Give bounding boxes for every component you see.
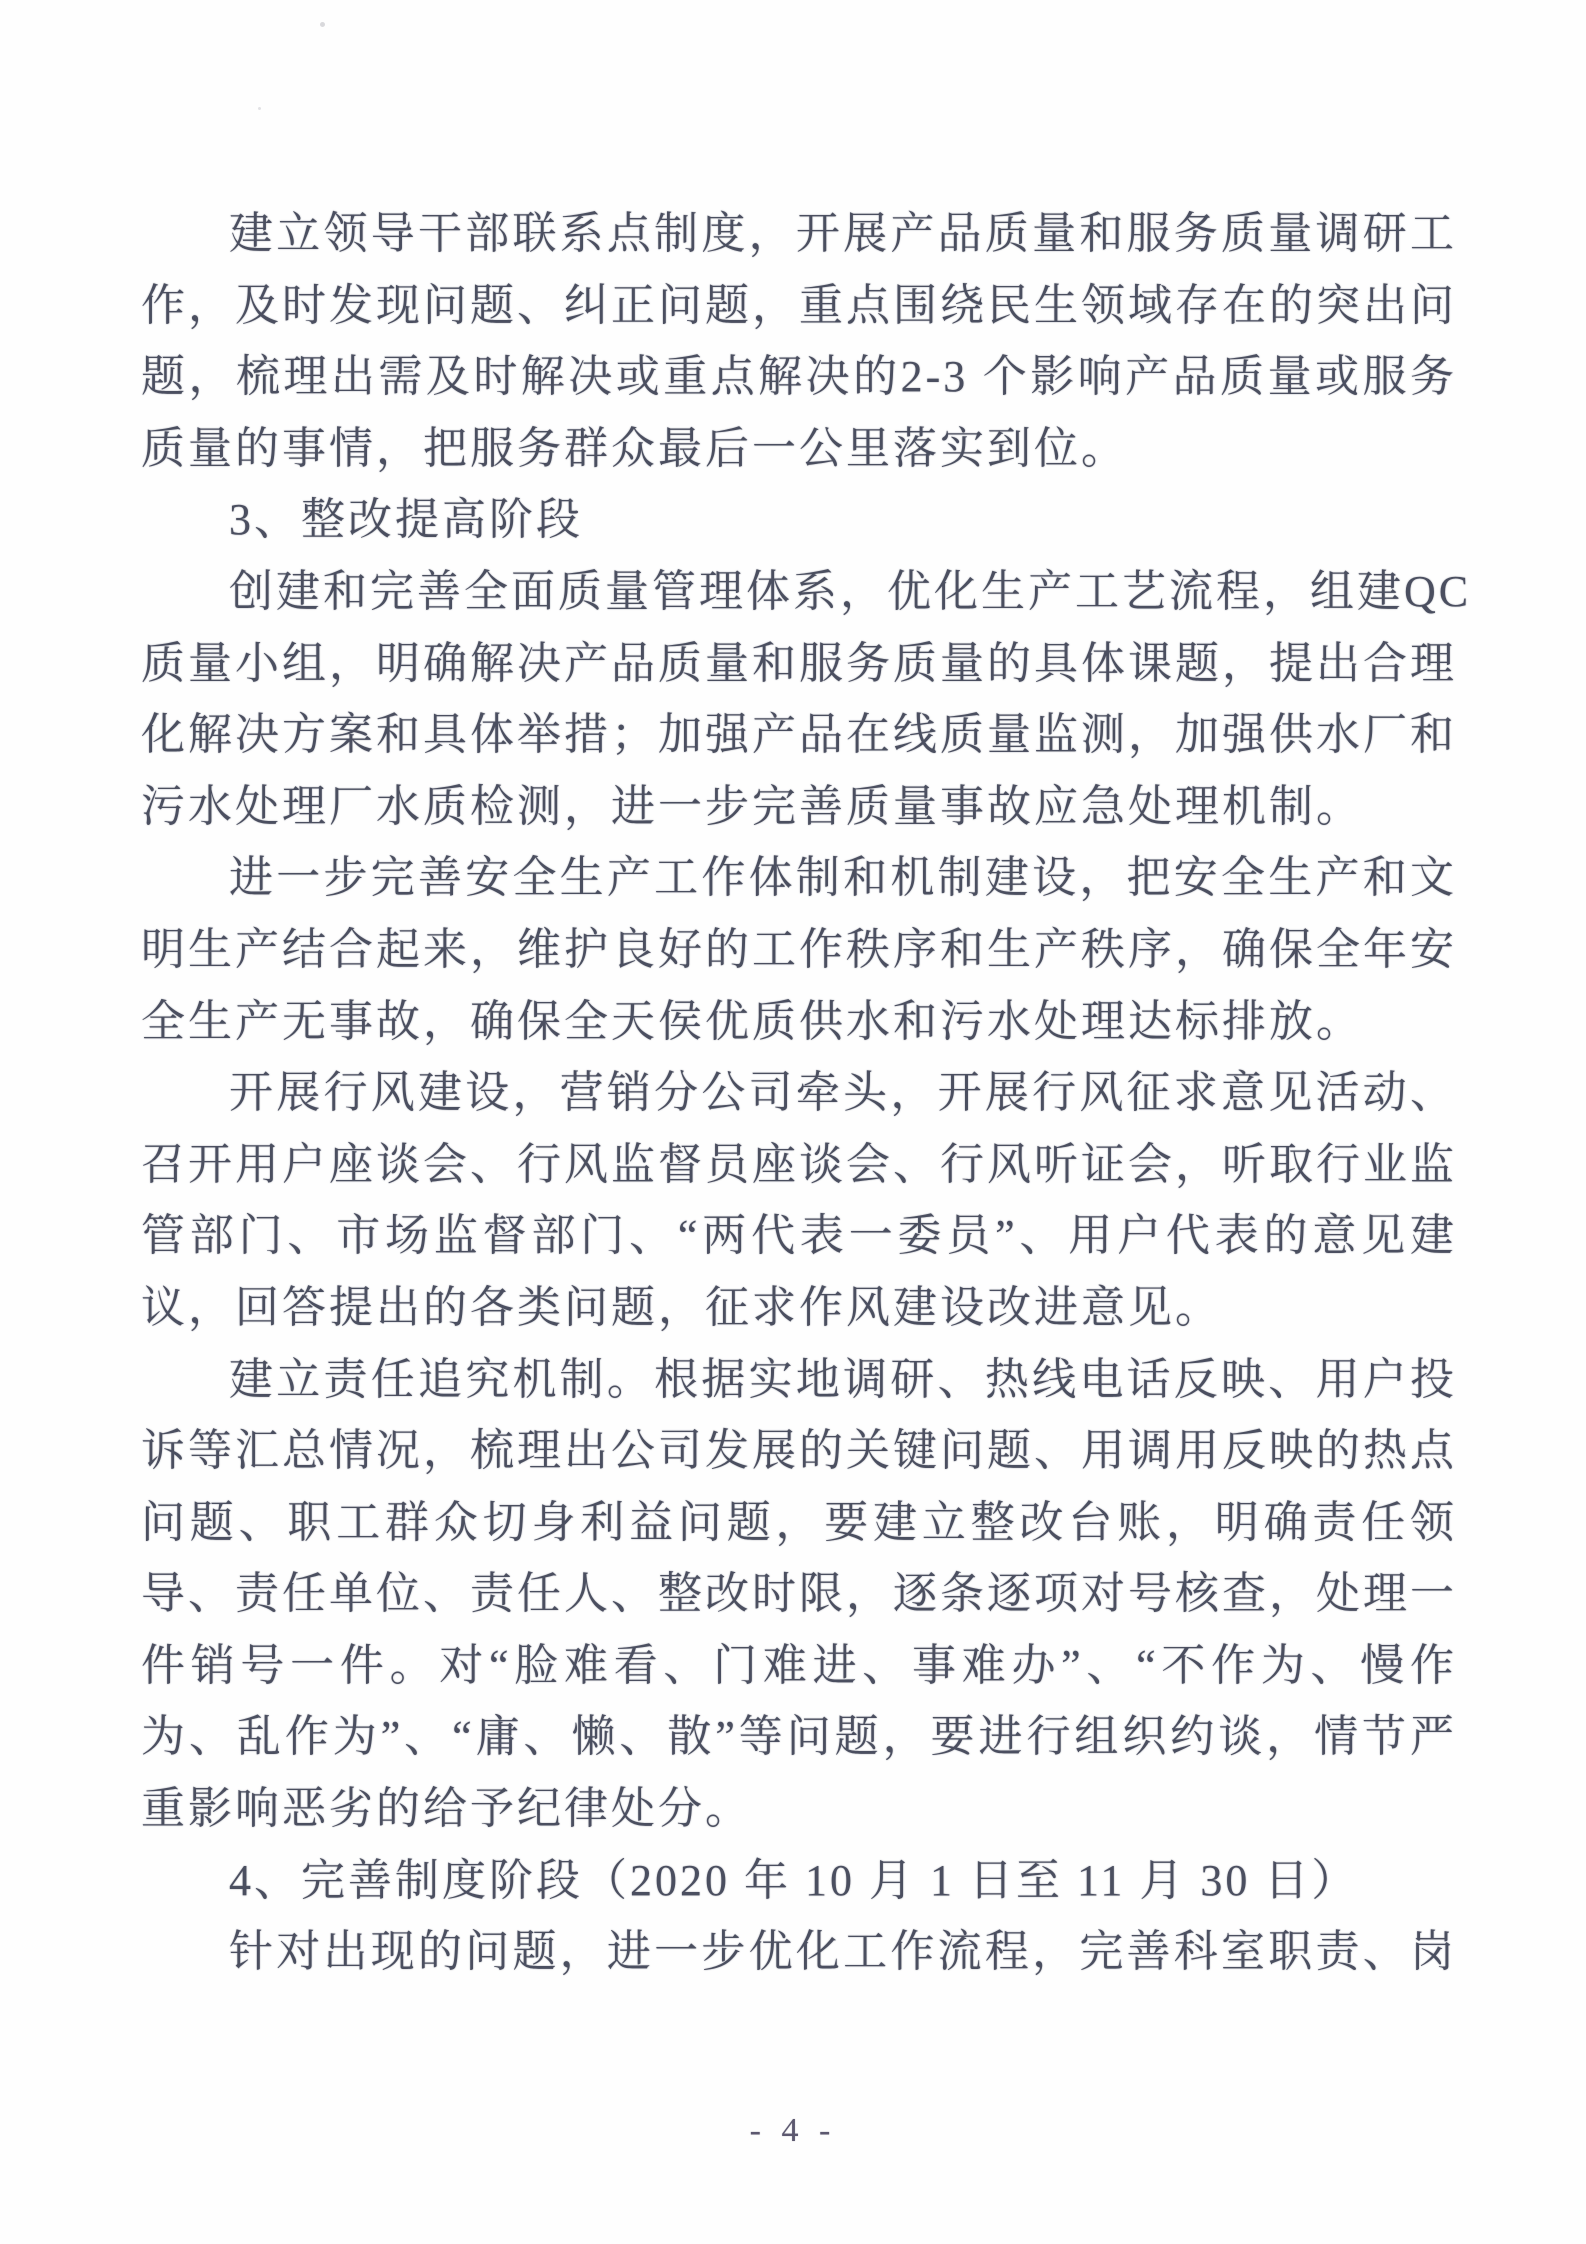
text-line: 建立领导干部联系点制度，开展产品质量和服务质量调研工	[229, 209, 1457, 258]
text-line: 化解决方案和具体举措；加强产品在线质量监测，加强供水厂和	[141, 710, 1457, 760]
text-line: 问题、职工群众切身利益问题，要建立整改台账，明确责任领	[141, 1497, 1457, 1547]
text-line: 管部门、市场监督部门、“两代表一委员”、用户代表的意见建	[141, 1211, 1457, 1261]
section-heading: 4、完善制度阶段（2020 年 10 月 1 日至 11 月 30 日）	[229, 1855, 1359, 1905]
text-line: 重影响恶劣的给予纪律处分。	[141, 1784, 752, 1834]
text-line: 进一步完善安全生产工作体制和机制建设，把安全生产和文	[229, 853, 1457, 903]
section-heading: 3、整改提高阶段	[229, 495, 583, 545]
text-line: 质量的事情，把服务群众最后一公里落实到位。	[141, 423, 1128, 473]
text-line: 召开用户座谈会、行风监督员座谈会、行风听证会，听取行业监	[141, 1139, 1457, 1189]
text-line: 为、乱作为”、“庸、懒、散”等问题，要进行组织约谈，情节严	[141, 1712, 1457, 1762]
text-line: 针对出现的问题，进一步优化工作流程，完善科室职责、岗	[229, 1927, 1457, 1977]
document-body	[141, 198, 1472, 1988]
text-line: 污水处理厂水质检测，进一步完善质量事故应急处理机制。	[141, 781, 1363, 831]
text-line: 题，梳理出需及时解决或重点解决的2-3 个影响产品质量或服务	[141, 352, 1457, 402]
text-line: 导、责任单位、责任人、整改时限，逐条逐项对号核查，处理一	[141, 1569, 1457, 1619]
text-line: 明生产结合起来，维护良好的工作秩序和生产秩序，确保全年安	[141, 924, 1457, 974]
text-line: 诉等汇总情况，梳理出公司发展的关键问题、用调用反映的热点	[141, 1426, 1457, 1476]
text-line: 件销号一件。对“脸难看、门难进、事难办”、“不作为、慢作	[141, 1640, 1457, 1690]
text-line: 建立责任追究机制。根据实地调研、热线电话反映、用户投	[229, 1354, 1457, 1404]
text-line: 创建和完善全面质量管理体系，优化生产工艺流程，组建QC	[229, 566, 1472, 616]
page-number: - 4 -	[749, 2112, 837, 2149]
text-line: 开展行风建设，营销分公司牵头，开展行风征求意见活动、	[229, 1068, 1457, 1118]
text-line: 议，回答提出的各类问题，征求作风建设改进意见。	[141, 1282, 1222, 1332]
text-line: 作，及时发现问题、纠正问题，重点围绕民生领域存在的突出问	[141, 280, 1457, 330]
text-line: 质量小组，明确解决产品质量和服务质量的具体课题，提出合理	[141, 638, 1457, 688]
text-line: 全生产无事故，确保全天侯优质供水和污水处理达标排放。	[141, 996, 1363, 1046]
